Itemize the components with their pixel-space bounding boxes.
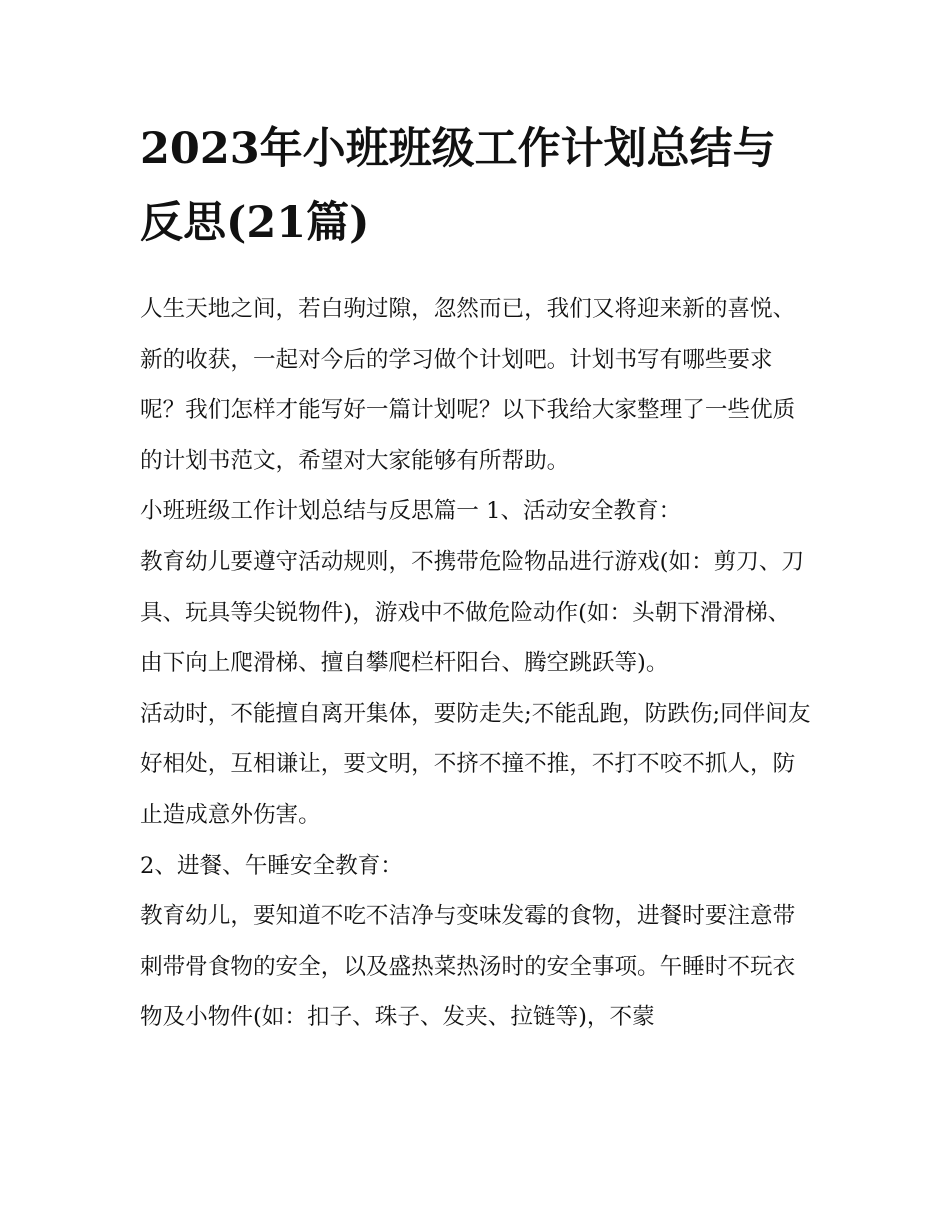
body-paragraph: 教育幼儿要遵守活动规则，不携带危险物品进行游戏(如：剪刀、刀具、玩具等尖锐物件)，游戏中不做危险动作(如：头朝下滑滑梯、由下向上爬滑梯、擅自攀爬栏杆阳台、腾空跳跃等)。 bbox=[140, 548, 805, 677]
section-heading: 小班班级工作计划总结与反思篇一 1、活动安全教育： bbox=[140, 498, 682, 525]
document-title: 2023年小班班级工作计划总结与反思(21篇) bbox=[140, 124, 776, 248]
intro-paragraph: 人生天地之间，若白驹过隙，忽然而已，我们又将迎来新的喜悦、新的收获，一起对今后的学习做个计划吧。计划书写有哪些要求呢？我们怎样才能写好一篇计划呢？以下我给大家整理了一些优质的计划书范文，希望对大家能够有所帮助。 bbox=[140, 296, 796, 474]
body-paragraph: 教育幼儿，要知道不吃不洁净与变味发霉的食物，进餐时要注意带刺带骨食物的安全，以及盛热菜热汤时的安全事项。午睡时不玩衣物及小物件(如：扣子、珠子、发夹、拉链等)，不蒙 bbox=[140, 903, 796, 1031]
section-heading: 2、进餐、午睡安全教育： bbox=[140, 852, 403, 879]
body-paragraph: 活动时，不能擅自离开集体，要防走失;不能乱跑，防跌伤;同伴间友好相处，互相谦让，要文明，不挤不撞不推，不打不咬不抓人，防止造成意外伤害。 bbox=[140, 700, 811, 828]
document-body bbox=[140, 112, 812, 1043]
